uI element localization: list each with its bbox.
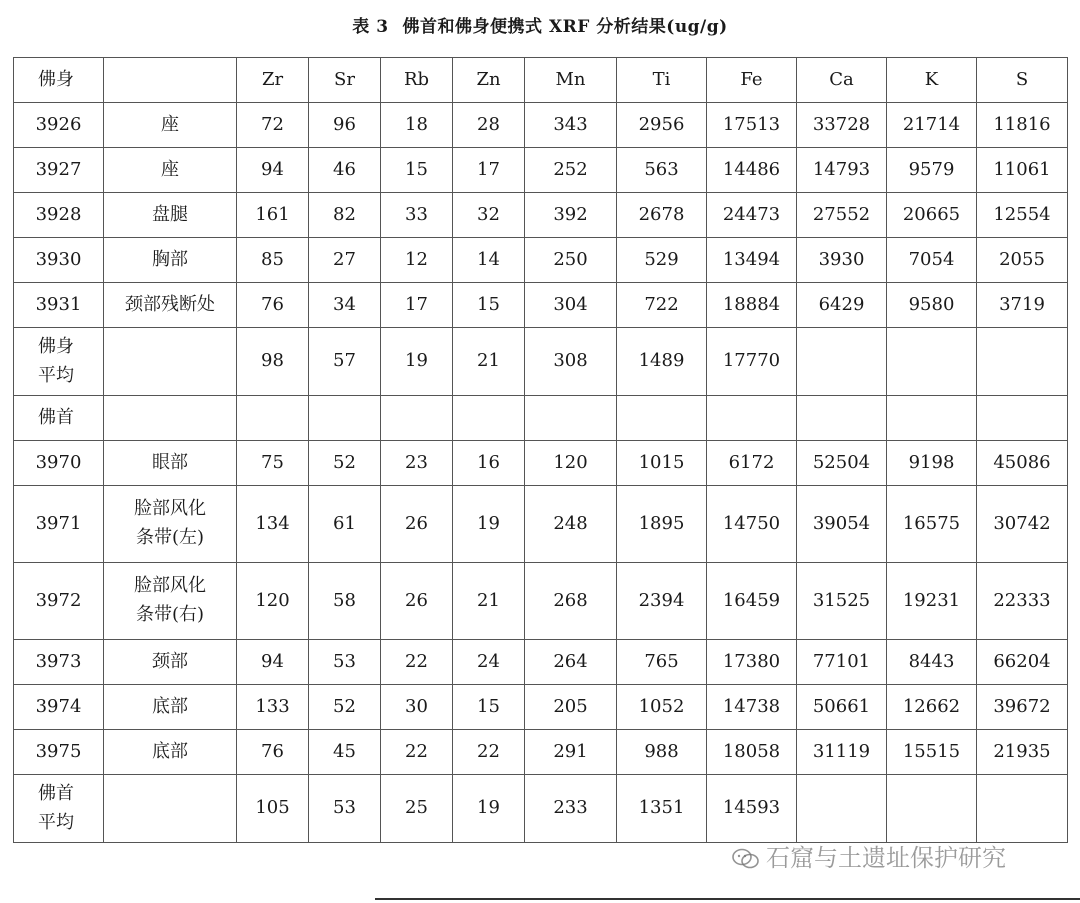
- value-cell: 57: [309, 328, 381, 396]
- value-cell: [381, 396, 453, 441]
- value-cell: 21: [453, 328, 525, 396]
- table-row: [14, 486, 1068, 563]
- value-cell: 17513: [707, 103, 797, 148]
- row-id-cell: 3930: [14, 238, 104, 283]
- value-cell: 14738: [707, 685, 797, 730]
- wechat-icon: [732, 848, 760, 870]
- row-id-cell: 3972: [14, 563, 104, 640]
- value-cell: 75: [237, 441, 309, 486]
- header-cell: S: [977, 58, 1068, 103]
- value-cell: 17380: [707, 640, 797, 685]
- value-cell: [797, 328, 887, 396]
- value-cell: 3930: [797, 238, 887, 283]
- table-row: [14, 563, 1068, 640]
- location-cell: 座: [104, 148, 237, 193]
- value-cell: 17770: [707, 328, 797, 396]
- value-cell: [887, 396, 977, 441]
- table-row: [14, 441, 1068, 486]
- value-cell: 76: [237, 730, 309, 775]
- table-row: [14, 685, 1068, 730]
- value-cell: 105: [237, 775, 309, 843]
- value-cell: 8443: [887, 640, 977, 685]
- header-cell: 佛身: [14, 58, 104, 103]
- value-cell: 6172: [707, 441, 797, 486]
- value-cell: 19: [381, 328, 453, 396]
- value-cell: 45: [309, 730, 381, 775]
- value-cell: 31119: [797, 730, 887, 775]
- location-cell: 胸部: [104, 238, 237, 283]
- value-cell: 2055: [977, 238, 1068, 283]
- value-cell: 14593: [707, 775, 797, 843]
- value-cell: 2394: [617, 563, 707, 640]
- value-cell: 21935: [977, 730, 1068, 775]
- value-cell: 22: [453, 730, 525, 775]
- value-cell: 14793: [797, 148, 887, 193]
- value-cell: 205: [525, 685, 617, 730]
- value-cell: [617, 396, 707, 441]
- value-cell: 13494: [707, 238, 797, 283]
- row-id-cell: 3973: [14, 640, 104, 685]
- header-cell: Ca: [797, 58, 887, 103]
- value-cell: 2956: [617, 103, 707, 148]
- location-cell: 底部: [104, 685, 237, 730]
- value-cell: 1052: [617, 685, 707, 730]
- row-id-cell: 3927: [14, 148, 104, 193]
- value-cell: [309, 396, 381, 441]
- watermark-text: 石窟与土遗址保护研究: [766, 844, 1006, 872]
- value-cell: 1489: [617, 328, 707, 396]
- location-cell: 盘腿: [104, 193, 237, 238]
- value-cell: 85: [237, 238, 309, 283]
- value-cell: 304: [525, 283, 617, 328]
- value-cell: 24: [453, 640, 525, 685]
- value-cell: 61: [309, 486, 381, 563]
- value-cell: 392: [525, 193, 617, 238]
- value-cell: 15: [453, 283, 525, 328]
- table-caption: [0, 12, 1080, 37]
- value-cell: 2678: [617, 193, 707, 238]
- value-cell: [525, 396, 617, 441]
- row-id-cell: 3931: [14, 283, 104, 328]
- value-cell: 33: [381, 193, 453, 238]
- value-cell: 3719: [977, 283, 1068, 328]
- value-cell: 77101: [797, 640, 887, 685]
- value-cell: [707, 396, 797, 441]
- value-cell: 66204: [977, 640, 1068, 685]
- value-cell: 19231: [887, 563, 977, 640]
- value-cell: 22333: [977, 563, 1068, 640]
- value-cell: 16575: [887, 486, 977, 563]
- value-cell: 11816: [977, 103, 1068, 148]
- value-cell: 52504: [797, 441, 887, 486]
- location-cell: 脸部风化 条带(右): [104, 563, 237, 640]
- value-cell: [887, 775, 977, 843]
- value-cell: 19: [453, 775, 525, 843]
- location-cell: 颈部: [104, 640, 237, 685]
- table-row: [14, 775, 1068, 843]
- value-cell: 53: [309, 775, 381, 843]
- value-cell: 291: [525, 730, 617, 775]
- value-cell: 96: [309, 103, 381, 148]
- value-cell: 120: [237, 563, 309, 640]
- location-cell: 眼部: [104, 441, 237, 486]
- value-cell: 308: [525, 328, 617, 396]
- value-cell: 12554: [977, 193, 1068, 238]
- value-cell: 133: [237, 685, 309, 730]
- row-id-cell: 佛首 平均: [14, 775, 104, 843]
- value-cell: 252: [525, 148, 617, 193]
- header-cell: Fe: [707, 58, 797, 103]
- header-cell: Mn: [525, 58, 617, 103]
- value-cell: [797, 396, 887, 441]
- value-cell: 46: [309, 148, 381, 193]
- value-cell: 722: [617, 283, 707, 328]
- value-cell: [977, 328, 1068, 396]
- table-row: [14, 283, 1068, 328]
- header-cell: Zr: [237, 58, 309, 103]
- value-cell: 32: [453, 193, 525, 238]
- value-cell: 250: [525, 238, 617, 283]
- header-cell: [104, 58, 237, 103]
- table-row: [14, 730, 1068, 775]
- value-cell: 26: [381, 486, 453, 563]
- value-cell: 11061: [977, 148, 1068, 193]
- value-cell: 27: [309, 238, 381, 283]
- value-cell: 9580: [887, 283, 977, 328]
- value-cell: 39672: [977, 685, 1068, 730]
- row-id-cell: 佛首: [14, 396, 104, 441]
- value-cell: 18058: [707, 730, 797, 775]
- header-cell: Rb: [381, 58, 453, 103]
- row-id-cell: 佛身 平均: [14, 328, 104, 396]
- value-cell: 15: [453, 685, 525, 730]
- value-cell: 25: [381, 775, 453, 843]
- header-cell: Ti: [617, 58, 707, 103]
- value-cell: 76: [237, 283, 309, 328]
- value-cell: 23: [381, 441, 453, 486]
- value-cell: 233: [525, 775, 617, 843]
- value-cell: 14750: [707, 486, 797, 563]
- value-cell: 20665: [887, 193, 977, 238]
- value-cell: 15: [381, 148, 453, 193]
- row-id-cell: 3974: [14, 685, 104, 730]
- value-cell: 27552: [797, 193, 887, 238]
- location-cell: [104, 396, 237, 441]
- value-cell: 12: [381, 238, 453, 283]
- value-cell: 18: [381, 103, 453, 148]
- value-cell: [797, 775, 887, 843]
- value-cell: [977, 396, 1068, 441]
- value-cell: 52: [309, 441, 381, 486]
- value-cell: 30: [381, 685, 453, 730]
- value-cell: 134: [237, 486, 309, 563]
- value-cell: 45086: [977, 441, 1068, 486]
- value-cell: 53: [309, 640, 381, 685]
- row-id-cell: 3970: [14, 441, 104, 486]
- value-cell: 765: [617, 640, 707, 685]
- row-id-cell: 3926: [14, 103, 104, 148]
- value-cell: 39054: [797, 486, 887, 563]
- value-cell: 21714: [887, 103, 977, 148]
- value-cell: 98: [237, 328, 309, 396]
- location-cell: 底部: [104, 730, 237, 775]
- value-cell: 343: [525, 103, 617, 148]
- value-cell: 120: [525, 441, 617, 486]
- bottom-rule: [375, 898, 1080, 900]
- value-cell: 21: [453, 563, 525, 640]
- table-row: [14, 193, 1068, 238]
- table-row: [14, 103, 1068, 148]
- row-id-cell: 3928: [14, 193, 104, 238]
- value-cell: [453, 396, 525, 441]
- value-cell: 34: [309, 283, 381, 328]
- value-cell: 1015: [617, 441, 707, 486]
- table-title: 佛首和佛身便携式 XRF 分析结果(ug/g): [402, 17, 728, 37]
- value-cell: 17: [381, 283, 453, 328]
- value-cell: 161: [237, 193, 309, 238]
- value-cell: 529: [617, 238, 707, 283]
- value-cell: 72: [237, 103, 309, 148]
- table-row: [14, 238, 1068, 283]
- row-id-cell: 3971: [14, 486, 104, 563]
- value-cell: 1895: [617, 486, 707, 563]
- value-cell: 24473: [707, 193, 797, 238]
- value-cell: 22: [381, 640, 453, 685]
- row-id-cell: 3975: [14, 730, 104, 775]
- table-row: [14, 640, 1068, 685]
- value-cell: [977, 775, 1068, 843]
- watermark: [732, 838, 1006, 873]
- value-cell: 58: [309, 563, 381, 640]
- value-cell: 16459: [707, 563, 797, 640]
- value-cell: 50661: [797, 685, 887, 730]
- value-cell: 18884: [707, 283, 797, 328]
- location-cell: 脸部风化 条带(左): [104, 486, 237, 563]
- value-cell: 30742: [977, 486, 1068, 563]
- value-cell: 9198: [887, 441, 977, 486]
- value-cell: 15515: [887, 730, 977, 775]
- value-cell: 52: [309, 685, 381, 730]
- value-cell: 19: [453, 486, 525, 563]
- value-cell: 26: [381, 563, 453, 640]
- value-cell: 264: [525, 640, 617, 685]
- value-cell: 31525: [797, 563, 887, 640]
- table-row: [14, 396, 1068, 441]
- location-cell: 颈部残断处: [104, 283, 237, 328]
- value-cell: 988: [617, 730, 707, 775]
- table-number: 表 3: [352, 17, 389, 37]
- value-cell: 9579: [887, 148, 977, 193]
- value-cell: 82: [309, 193, 381, 238]
- table-header-row: [14, 58, 1068, 103]
- location-cell: [104, 775, 237, 843]
- header-cell: Zn: [453, 58, 525, 103]
- location-cell: 座: [104, 103, 237, 148]
- value-cell: 16: [453, 441, 525, 486]
- xrf-results-table: [13, 57, 1068, 843]
- value-cell: 248: [525, 486, 617, 563]
- value-cell: 28: [453, 103, 525, 148]
- header-cell: K: [887, 58, 977, 103]
- table-row: [14, 148, 1068, 193]
- value-cell: 7054: [887, 238, 977, 283]
- value-cell: 94: [237, 148, 309, 193]
- value-cell: 12662: [887, 685, 977, 730]
- header-cell: Sr: [309, 58, 381, 103]
- value-cell: [887, 328, 977, 396]
- value-cell: 1351: [617, 775, 707, 843]
- table-row: [14, 328, 1068, 396]
- value-cell: 14486: [707, 148, 797, 193]
- value-cell: 14: [453, 238, 525, 283]
- value-cell: 94: [237, 640, 309, 685]
- location-cell: [104, 328, 237, 396]
- value-cell: 33728: [797, 103, 887, 148]
- value-cell: [237, 396, 309, 441]
- value-cell: 268: [525, 563, 617, 640]
- value-cell: 6429: [797, 283, 887, 328]
- value-cell: 17: [453, 148, 525, 193]
- value-cell: 563: [617, 148, 707, 193]
- value-cell: 22: [381, 730, 453, 775]
